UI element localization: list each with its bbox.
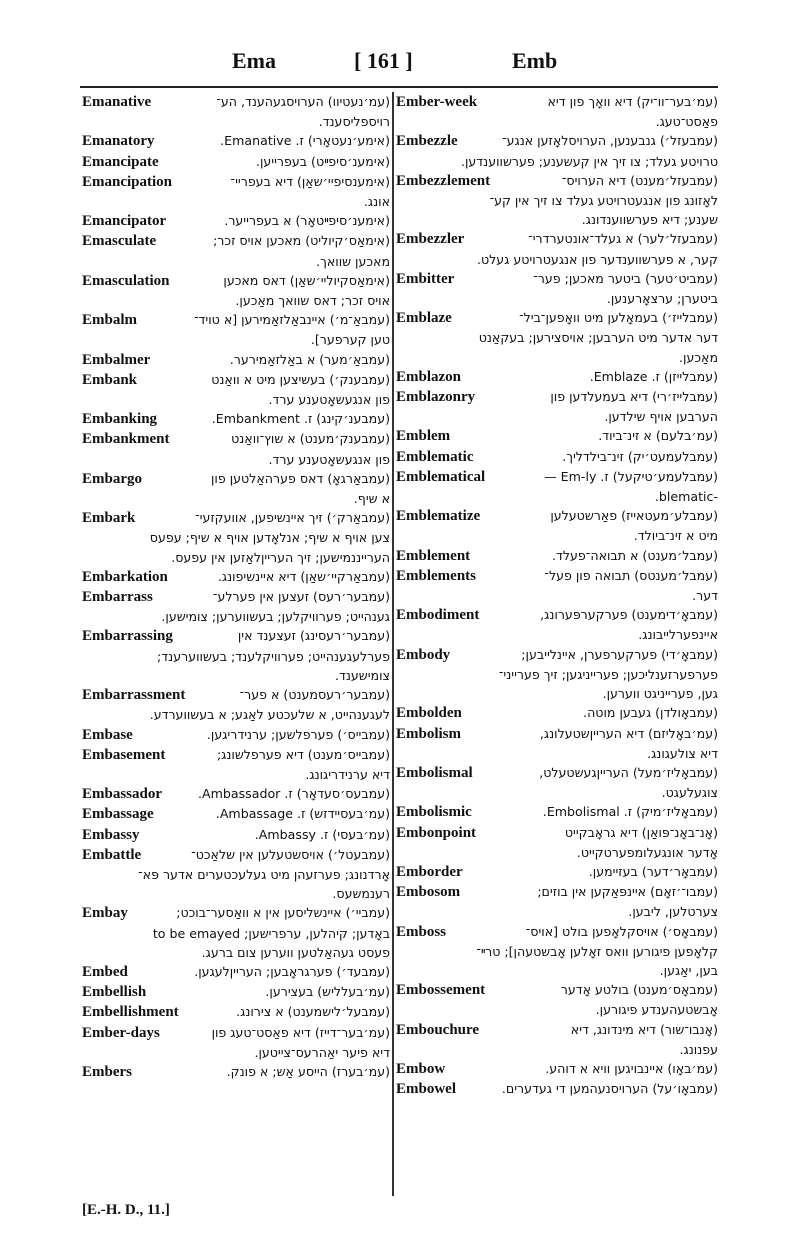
- entry-first-line: [396, 92, 718, 112]
- entry-first-line: [82, 231, 390, 251]
- dictionary-entry: [82, 409, 390, 429]
- headword: Embargo: [82, 470, 142, 487]
- dictionary-entry: [82, 152, 390, 172]
- headword: Embellish: [82, 984, 147, 1001]
- definition-text: (עמבאָס׳מענט) בולטע אָדער: [560, 982, 718, 998]
- definition-text: (עמבער׳רעסמענט) א פער־: [239, 687, 390, 703]
- headword: Embezzler: [396, 231, 465, 248]
- dictionary-entry: [396, 566, 718, 605]
- entry-first-line: [396, 1079, 718, 1099]
- dictionary-entry: [82, 825, 390, 845]
- entry-first-line: [82, 1002, 390, 1022]
- definition-continuation: איינפערלייבונג.: [638, 627, 718, 643]
- headword: Emanatory: [82, 133, 155, 150]
- dictionary-entry: [396, 1020, 718, 1059]
- entry-first-line: [82, 469, 390, 489]
- entry-first-line: [82, 172, 390, 192]
- entry-first-line: [396, 367, 718, 387]
- headword: Embezzlement: [396, 172, 491, 189]
- entry-first-line: [396, 862, 718, 882]
- headword: Embarrassment: [82, 687, 186, 704]
- entry-first-line: [82, 685, 390, 705]
- headword: Emasculation: [82, 272, 170, 289]
- definition-text: (עמבלייזן) ז. Emblaze.: [589, 368, 718, 384]
- headword: Embowel: [396, 1081, 456, 1098]
- definition-text: (עמבאָ׳די) פערקערפערן, איינלייבען;: [521, 646, 718, 662]
- definition-text: (אימאַס׳קיוליט) מאכען אויס זכר;: [213, 233, 390, 249]
- dictionary-entry: [396, 131, 718, 170]
- headword: Embitter: [396, 270, 455, 287]
- definition-text: (עמבאַרק׳) זיך איינשיפען, אוועקזעי־: [195, 510, 390, 526]
- definition-text: (עמ׳נעטיוו) הערויסגעהענד, הע־: [216, 94, 390, 109]
- definition-text: (עמבאָס׳) אויסקלאָפען בולט [אויס־: [525, 923, 718, 939]
- entry-first-line: [396, 447, 718, 467]
- definition-continuation: דיא צולעגונג.: [647, 745, 718, 761]
- entry-first-line: [82, 804, 390, 824]
- dictionary-entry: [82, 211, 390, 231]
- headword: Emblematize: [396, 508, 481, 525]
- entry-first-line: [396, 645, 718, 665]
- entry-first-line: [396, 467, 718, 487]
- dictionary-entry: [396, 882, 718, 921]
- column-divider: [392, 92, 394, 1196]
- definition-text: (עמבלייז׳רי) דיא בעמעלדען פון: [550, 389, 718, 405]
- entry-first-line: [396, 387, 718, 407]
- definition-text: (עמבו־׳זאָם) איינפּאַקען אין בוזים;: [537, 884, 718, 900]
- definition-text: (אימע׳נעטאָרי) ז. Emanative.: [220, 133, 390, 149]
- definition-text: (עמבלעמע׳טיקעל) ז. Em-ly —: [544, 468, 718, 484]
- definition-text: (אָנ־באָנ־פּואַן) דיא גראָבקייט: [564, 824, 718, 840]
- definition-text: (עמ׳בלעם) א זינ־ביוד.: [598, 428, 718, 444]
- definition-continuation: צוגעלעגט.: [661, 785, 718, 801]
- signature-mark: [E.-H. D., 11.]: [82, 1202, 170, 1218]
- definition-text: (עמ׳בעסיידזש) ז. Ambassage.: [215, 806, 390, 822]
- definition-continuation: אָרדנונג; פערזעהן מיט געלעכטערים אדער פּא־: [138, 866, 390, 882]
- dictionary-entry: [82, 271, 390, 310]
- dictionary-entry: [82, 1023, 390, 1062]
- dictionary-entry: [396, 980, 718, 1019]
- definition-continuation: אָדער אונגעלומפערטקייט.: [576, 844, 718, 860]
- dictionary-entry: [396, 92, 718, 131]
- dictionary-entry: [396, 171, 718, 230]
- dictionary-entry: [82, 685, 390, 724]
- headword: Emblazon: [396, 368, 462, 385]
- headword: Embonpoint: [396, 824, 477, 841]
- dictionary-entry: [396, 467, 718, 506]
- dictionary-entry: [82, 962, 390, 982]
- dictionary-entry: [82, 1002, 390, 1022]
- definition-text: (עמבער׳רעס) זעצען אין פערלע־: [212, 589, 390, 605]
- definition-continuation: פערלעגענהייט; פערוויקלענד; בעשווערענד;: [157, 648, 390, 664]
- entry-first-line: [82, 508, 390, 528]
- entry-first-line: [82, 92, 390, 112]
- headword: Embanking: [82, 411, 158, 428]
- definition-text: (עמבאַ־מ׳) איינבאַלזאַמירען [א טויד־: [194, 312, 390, 328]
- headword: Embouchure: [396, 1021, 480, 1038]
- definition-text: (עמבאָ׳דימענט) פערקערפּערונג,: [540, 607, 718, 623]
- definition-continuation: שענע; דיא פערשווענדונג.: [581, 212, 718, 228]
- definition-text: (אימענסיפיי׳שאַן) דיא בעפריי־: [230, 173, 390, 189]
- definition-text: (עמ׳בערז) הייסע אַש; א פונק.: [226, 1063, 390, 1079]
- definition-continuation: מאכען שוואך.: [316, 253, 390, 269]
- page-header: [0, 48, 788, 84]
- entry-first-line: [82, 429, 390, 449]
- right-guide-word: Emb: [512, 48, 558, 73]
- dictionary-entry: [396, 605, 718, 644]
- definition-continuation: קלאָפען פיגורען וואס זאָלען אָבשטעהן]; טרײ־: [476, 943, 718, 959]
- definition-continuation: צומישענד.: [335, 667, 390, 683]
- headword: Embalm: [82, 312, 138, 329]
- headword: Emanative: [82, 94, 152, 110]
- dictionary-entry: [82, 845, 390, 904]
- entry-first-line: [396, 823, 718, 843]
- headword: Embossement: [396, 982, 486, 999]
- definition-continuation: קער, א פערשווענדער פון אנגעטרויטע געלט.: [476, 251, 718, 267]
- headword: Emborder: [396, 863, 463, 880]
- dictionary-entry: [82, 725, 390, 745]
- dictionary-entry: [82, 982, 390, 1002]
- dictionary-entry: [82, 469, 390, 508]
- headword: Ember-week: [396, 94, 478, 110]
- dictionary-entry: [396, 447, 718, 467]
- headword: Embassador: [82, 786, 163, 803]
- definition-text: (אימענ׳סיפײטאָר) א בעפרייער.: [224, 213, 390, 229]
- headword: Embassage: [82, 806, 154, 823]
- headword: Embarrass: [82, 589, 153, 606]
- definition-text: (אָנבו־שור) דיא מינדונג, דיא: [570, 1021, 718, 1037]
- entry-first-line: [82, 310, 390, 330]
- definition-text: (עמבאָליז׳מעל) הערייןגעשטעלט,: [539, 764, 718, 780]
- definition-text: (עמבענק׳) בעשיצען מיט א וואַנט: [211, 371, 390, 387]
- definition-continuation: ביטערן; ערצאָרענען.: [606, 291, 718, 307]
- headword: Emancipation: [82, 173, 173, 190]
- dictionary-entry: [396, 308, 718, 367]
- dictionary-entry: [396, 387, 718, 426]
- definition-text: (עמבייס׳) פערפלשען; ערנידריגען.: [206, 726, 390, 742]
- entry-first-line: [82, 567, 390, 587]
- dictionary-entry: [82, 508, 390, 567]
- headword: Embattle: [82, 846, 142, 863]
- headword: Embalmer: [82, 351, 151, 368]
- definition-continuation: גען, פערייניגט ווערען.: [602, 686, 718, 702]
- definition-continuation: מאַכען.: [679, 349, 718, 365]
- definition-continuation: גענהייט; פערוויקלען; בעשווערען; צומישען.: [161, 609, 390, 625]
- entry-first-line: [396, 605, 718, 625]
- definition-continuation: צערטלען, ליבען.: [628, 904, 718, 920]
- headword: Emancipate: [82, 153, 159, 170]
- dictionary-entry: [396, 703, 718, 723]
- dictionary-entry: [396, 269, 718, 308]
- definition-text: (עמבאָו׳על) הערויסנעהמען די געדערים.: [501, 1081, 718, 1097]
- definition-text: (עמבעזל׳לער) א געלד־אונטערדרי־: [528, 231, 718, 247]
- dictionary-entry: [82, 310, 390, 349]
- definition-continuation: פון אנגעשאָטענע ערד.: [268, 451, 390, 467]
- headword: Embay: [82, 905, 128, 922]
- entry-first-line: [396, 506, 718, 526]
- definition-text: (עמ׳בעלליש) בעצירען.: [265, 984, 390, 1000]
- definition-continuation: פעסט געהאַלטען ווערען צום ברעג.: [201, 944, 390, 960]
- right-column: [396, 92, 718, 1099]
- definition-text: (עמבער׳רעסינג) זעצענד אין: [237, 628, 390, 644]
- definition-text: (אימענ׳סיפײט) בעפרייען.: [255, 153, 390, 169]
- headword: Emancipator: [82, 213, 167, 230]
- entry-first-line: [82, 131, 390, 151]
- entry-first-line: [396, 724, 718, 744]
- dictionary-entry: [396, 546, 718, 566]
- headword: Embodiment: [396, 607, 480, 624]
- definition-continuation: רענמשעס.: [332, 886, 390, 902]
- entry-first-line: [396, 229, 718, 249]
- entry-first-line: [82, 350, 390, 370]
- definition-continuation: פאַסט־טעג.: [655, 114, 718, 130]
- headword: Emasculate: [82, 233, 157, 250]
- page-number: [ 161 ]: [354, 48, 413, 73]
- headword: Emblematic: [396, 448, 474, 465]
- definition-continuation: אָבשטעהענדע פיגורען.: [595, 1002, 718, 1018]
- dictionary-entry: [82, 92, 390, 131]
- entry-first-line: [396, 171, 718, 191]
- dictionary-entry: [396, 1079, 718, 1099]
- definition-text: (עמבענ׳קינג) ז. Embankment.: [211, 411, 390, 427]
- definition-text: (אימאַסקיוליי׳שאַן) דאס מאכען: [223, 272, 390, 288]
- headword: Ember-days: [82, 1024, 160, 1041]
- definition-continuation: עפנונג.: [679, 1041, 718, 1057]
- entry-first-line: [82, 587, 390, 607]
- definition-continuation: בען, יאַגען.: [659, 962, 718, 978]
- entry-first-line: [396, 426, 718, 446]
- dictionary-entry: [82, 172, 390, 211]
- dictionary-entry: [396, 862, 718, 882]
- definition-text: (עמבעזל׳מענט) דיא הערויס־: [561, 172, 718, 188]
- definition-continuation: אויס זכר; דאס שוואך מאַכען.: [235, 293, 390, 309]
- entry-first-line: [82, 1023, 390, 1043]
- dictionary-entry: [396, 763, 718, 802]
- definition-continuation: טען קערפער].: [310, 332, 390, 348]
- definition-text: (עמבייס׳מענט) דיא פערפלשונג;: [216, 746, 390, 762]
- definition-text: (עמבעס׳סעדאָר) ז. Ambassador.: [198, 786, 390, 802]
- headword: Embarrassing: [82, 628, 173, 645]
- dictionary-entry: [396, 367, 718, 387]
- headword: Embow: [396, 1060, 446, 1077]
- definition-continuation: הערבען אויף שילדען.: [604, 409, 718, 425]
- definition-text: (עמבאַרגאָ) דאס פערהאַלטען פון: [210, 470, 390, 486]
- entry-first-line: [396, 882, 718, 902]
- definition-text: (עמבלייז׳) בעמאָלען מיט וואָפען־ביל־: [519, 310, 718, 326]
- headword: Emblaze: [396, 310, 452, 327]
- headword: Embolismal: [396, 764, 473, 781]
- entry-first-line: [396, 1059, 718, 1079]
- dictionary-entry: [396, 823, 718, 862]
- definition-continuation: רויספליסענד.: [318, 114, 390, 130]
- entry-first-line: [82, 825, 390, 845]
- dictionary-entry: [82, 350, 390, 370]
- dictionary-entry: [396, 802, 718, 822]
- dictionary-entry: [82, 745, 390, 784]
- definition-text: (עמ׳בער־וו־יק) דיא וואָך פון דיא: [547, 94, 718, 109]
- headword: Embark: [82, 510, 136, 527]
- dictionary-entry: [82, 429, 390, 468]
- entry-first-line: [82, 745, 390, 765]
- dictionary-entry: [396, 922, 718, 981]
- entry-first-line: [82, 962, 390, 982]
- entry-first-line: [82, 903, 390, 923]
- dictionary-entry: [396, 426, 718, 446]
- entry-first-line: [82, 1062, 390, 1082]
- definition-continuation: באָדען; קיהלען, ערפרישען; to be emayed: [152, 925, 390, 941]
- definition-continuation: פערפערזענליכען; פערייניגען; זיך פערייני־: [498, 666, 718, 682]
- definition-text: (עמבעזל׳) גנבענען, הערויסלאָזען אנגע־: [502, 133, 718, 149]
- entry-first-line: [82, 725, 390, 745]
- definition-text: (עמבלע׳מעטאייז) פאַרשטעלען: [550, 508, 718, 524]
- entry-first-line: [396, 308, 718, 328]
- definition-text: (עמבאַ׳מער) א באַלזאַמירער.: [229, 351, 390, 367]
- dictionary-entry: [396, 724, 718, 763]
- headword: Embosom: [396, 884, 461, 901]
- headword: Embolismic: [396, 804, 472, 821]
- entry-first-line: [396, 566, 718, 586]
- headword: Emblematical: [396, 468, 486, 485]
- dictionary-entry: [82, 784, 390, 804]
- headword: Embolden: [396, 705, 462, 722]
- definition-text: (עמבאָר׳דער) בעזיימען.: [588, 863, 718, 879]
- definition-continuation: פון אנגעשאָטענע ערד.: [268, 392, 390, 408]
- definition-text: (עמ׳בעסי) ז. Ambassy.: [254, 826, 390, 842]
- entry-first-line: [82, 982, 390, 1002]
- definition-text: (עמ׳באָו) איינבויגען וויא א דוהע.: [545, 1060, 718, 1076]
- entry-first-line: [396, 922, 718, 942]
- definition-continuation: טרויטע געלד; צו זיך אין קעשענע; פערשווענדען.: [460, 153, 718, 169]
- definition-continuation: א שיף.: [353, 491, 390, 507]
- definition-text: (עמבענק׳מענט) א שוץ־וואַנט: [231, 431, 390, 447]
- definition-text: (עמ׳באָליזם) דיא הערייןשטעלונג,: [539, 725, 718, 741]
- headword: Embellishment: [82, 1004, 179, 1021]
- definition-continuation: צען אויף א שיף; אנלאָדען אויף א שיף; עפעס: [149, 530, 390, 546]
- headword: Emblazonry: [396, 389, 476, 406]
- definition-text: (עמביי׳) איינשליסען אין א וואַסער־בוכט;: [176, 905, 390, 921]
- definition-text: (עמביט׳טער) ביטער מאכען; פער־: [533, 270, 718, 286]
- headword: Embase: [82, 726, 133, 743]
- definition-text: (עמ׳בער־דייז) דיא פאַסט־טעג פון: [211, 1024, 390, 1040]
- entry-first-line: [396, 763, 718, 783]
- definition-text: (עמבעד׳) פערגראָבען; הערייןלעגען.: [194, 963, 390, 979]
- dictionary-entry: [82, 903, 390, 962]
- definition-text: (עמבאַרקיי׳שאַן) דיא איינשיפונג.: [217, 568, 390, 584]
- definition-text: (עמבעטל׳) אויסשטעלען אין שלאַכט־: [191, 846, 390, 862]
- dictionary-entry: [396, 1059, 718, 1079]
- dictionary-entry: [396, 506, 718, 545]
- entry-first-line: [82, 271, 390, 291]
- definition-continuation: אונג.: [363, 194, 390, 210]
- headword: Emblements: [396, 567, 476, 584]
- entry-first-line: [82, 211, 390, 231]
- dictionary-entry: [82, 131, 390, 151]
- definition-continuation: דער.: [692, 588, 718, 604]
- headword: Embers: [82, 1063, 132, 1080]
- entry-first-line: [396, 802, 718, 822]
- entry-first-line: [82, 626, 390, 646]
- dictionary-entry: [396, 645, 718, 704]
- definition-continuation: -blematic.: [654, 489, 718, 505]
- entry-first-line: [396, 131, 718, 151]
- headword: Emblement: [396, 547, 471, 564]
- entry-first-line: [396, 980, 718, 1000]
- headword: Embarkation: [82, 568, 168, 585]
- dictionary-entry: [82, 587, 390, 626]
- headword: Emboss: [396, 923, 447, 940]
- entry-first-line: [82, 370, 390, 390]
- dictionary-entry: [396, 229, 718, 268]
- dictionary-entry: [82, 1062, 390, 1082]
- definition-continuation: דיא ערנידריגונג.: [305, 766, 390, 782]
- headword: Embankment: [82, 431, 170, 448]
- definition-continuation: הערייננמישען; זיך הערייןלאַזען אין עפעס.: [171, 549, 390, 565]
- definition-text: (עמבאָולדן) געבען מוטה.: [583, 705, 718, 721]
- headword: Embed: [82, 963, 128, 980]
- dictionary-entry: [82, 231, 390, 270]
- headword: Embezzle: [396, 133, 458, 150]
- left-guide-word: Ema: [232, 48, 276, 73]
- entry-first-line: [82, 784, 390, 804]
- entry-first-line: [82, 409, 390, 429]
- entry-first-line: [396, 546, 718, 566]
- header-rule: [80, 86, 718, 88]
- definition-text: (עמבלעמעט׳יק) זינ־בילדליך.: [562, 448, 718, 464]
- entry-first-line: [396, 703, 718, 723]
- definition-text: (עמבעל׳לישמענט) א צירונג.: [236, 1004, 390, 1020]
- dictionary-entry: [82, 626, 390, 685]
- headword: Embank: [82, 371, 138, 388]
- entry-first-line: [396, 1020, 718, 1040]
- definition-continuation: דיא פיער יאַהרעס־צייטען.: [254, 1044, 390, 1060]
- dictionary-entry: [82, 804, 390, 824]
- headword: Embasement: [82, 746, 166, 763]
- definition-continuation: לאָזונג פון אנגעטרויטע געלד צו זיך אין קע־: [489, 193, 718, 209]
- dictionary-entry: [82, 370, 390, 409]
- entry-first-line: [82, 152, 390, 172]
- left-column: [82, 92, 390, 1082]
- definition-text: (עמבאָליז׳מיק) ז. Embolismal.: [542, 804, 718, 820]
- definition-text: (עמבל׳מענטס) תבואה פון פעל־: [544, 567, 718, 583]
- definition-continuation: דער אדער מיט הערבען; אויסצירען; בעקאַנט: [478, 330, 718, 346]
- headword: Embolism: [396, 725, 462, 742]
- dictionary-entry: [82, 567, 390, 587]
- headword: Embassy: [82, 826, 140, 843]
- entry-first-line: [82, 845, 390, 865]
- definition-text: (עמבל׳מענט) א תבואה־פעלד.: [552, 547, 718, 563]
- definition-continuation: לעגענהייט, א שלעכטע לאַגע; א בעשווערדע.: [149, 707, 390, 723]
- definition-continuation: מיט א זינ־ביולד.: [633, 528, 718, 544]
- headword: Emblem: [396, 428, 451, 445]
- entry-first-line: [396, 269, 718, 289]
- headword: Embody: [396, 646, 451, 663]
